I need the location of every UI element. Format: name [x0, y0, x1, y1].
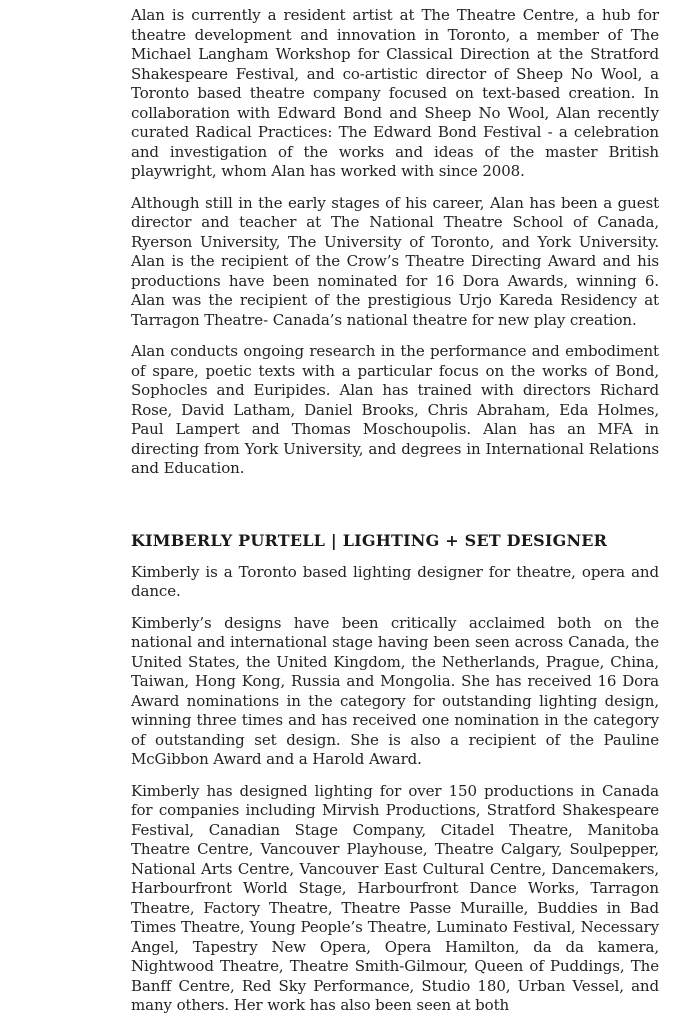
- alan-bio-paragraph-2: Although still in the early stages of his career, Alan has been a guest director and teacher at The National Theatre School of Canada, Ryerson University, The University of Toronto, and York University. Alan is the recipient of the Crow’s Theatre Directing Award and his productions have been nominated for 16 Dora Awards, winning 6. Alan was the recipient of the prestigious Urjo Kareda Residency at Tarragon Theatre- Canada’s national theatre for new play creation.: [131, 193, 659, 329]
- kimberly-bio-section: [131, 531, 659, 1016]
- alan-bio-paragraph-1: Alan is currently a resident artist at The Theatre Centre, a hub for theatre development and innovation in Toronto, a member of The Michael Langham Workshop for Classical Direction at the Stratford Shakespeare Festival, and co-artistic director of Sheep No Wool, a Toronto based theatre company focused on text-based creation. In collaboration with Edward Bond and Sheep No Wool, Alan recently curated Radical Practices: The Edward Bond Festival - a celebration and investigation of the works and ideas of the master British playwright, whom Alan has worked with since 2008.: [131, 6, 659, 180]
- kimberly-bio-heading: KIMBERLY PURTELL | LIGHTING + SET DESIGNER: [131, 530, 608, 550]
- alan-bio-section: [131, 6, 659, 479]
- kimberly-bio-paragraph-2: Kimberly’s designs have been critically acclaimed both on the national and international stage having been seen across Canada, the United States, the United Kingdom, the Netherlands, Prague, China, Taiwan, Hong Kong, Russia and Mongolia. She has received 16 Dora Award nominations in the category for outstanding lighting design, winning three times and has received one nomination in the category of outstanding set design. She is also a recipient of the Pauline McGibbon Award and a Harold Award.: [131, 613, 659, 768]
- kimberly-bio-paragraph-3: Kimberly has designed lighting for over 150 productions in Canada for companies including Mirvish Productions, Stratford Shakespeare Festival, Canadian Stage Company, Citadel Theatre, Manitoba Theatre Centre, Vancouver Playhouse, Theatre Calgary, Soulpepper, National Arts Centre, Vancouver East Cultural Centre, Dancemakers, Harbourfront World Stage, Harbourfront Dance Works, Tarragon Theatre, Factory Theatre, Theatre Passe Muraille, Buddies in Bad Times Theatre, Young People’s Theatre, Luminato Festival, Necessary Angel, Tapestry New Opera, Opera Hamilton, da da kamera, Nightwood Theatre, Theatre Smith-Gilmour, Queen of Puddings, The Banff Centre, Red Sky Performance, Studio 180, Urban Vessel, and many others. Her work has also been seen at both: [131, 781, 659, 1014]
- bio-page: [131, 6, 659, 1028]
- section-spacer: [131, 491, 659, 531]
- kimberly-bio-paragraph-1: Kimberly is a Toronto based lighting designer for theatre, opera and dance.: [131, 562, 659, 600]
- alan-bio-paragraph-3: Alan conducts ongoing research in the performance and embodiment of spare, poetic texts with a particular focus on the works of Bond, Sophocles and Euripides. Alan has trained with directors Richard Rose, David Latham, Daniel Brooks, Chris Abraham, Eda Holmes, Paul Lampert and Thomas Moschoupolis. Alan has an MFA in directing from York University, and degrees in International Relations and Education.: [131, 342, 659, 477]
